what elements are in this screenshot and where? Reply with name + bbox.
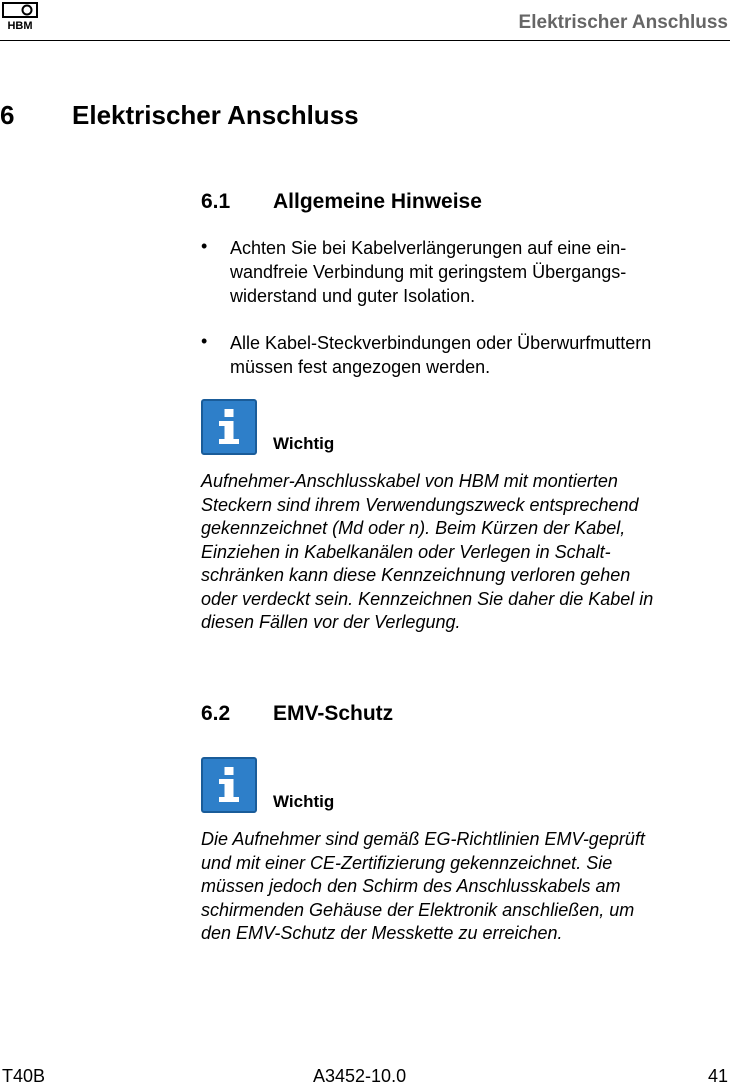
notice-text [201, 828, 730, 946]
bullet-line: Alle Kabel-Steckverbindungen oder Überwurfmuttern [230, 333, 652, 353]
info-icon-graphic [201, 399, 257, 455]
bullet-symbol: • [201, 236, 208, 256]
bullet-line: wandfreie Verbindung mit geringstem Übergangs- [230, 262, 627, 282]
notice-label: Wichtig [273, 434, 335, 453]
bullet-line: Achten Sie bei Kabelverlängerungen auf eine ein- [230, 238, 627, 258]
hbm-logo-graphic [2, 2, 38, 30]
info-icon-graphic [201, 757, 257, 813]
notice-line: Steckern sind ihrem Verwendungszweck entsprechend [201, 494, 639, 515]
footer-product: T40B [2, 1066, 46, 1086]
notice-line: gekennzeichnet (Md oder n). Beim Kürzen der Kabel, [201, 518, 626, 538]
info-icon [201, 399, 257, 455]
footer-doc-number: A3452-10.0 [313, 1066, 407, 1086]
notice-line: Einziehen in Kabelkanälen oder Verlegen in Schalt- [201, 541, 611, 562]
page-number: 41 [707, 1066, 728, 1086]
notice-line: den EMV-Schutz der Messkette zu erreichen. [201, 923, 563, 943]
notice-text [201, 470, 730, 635]
bullet-symbol: • [201, 331, 208, 351]
notice-line: Aufnehmer-Anschlusskabel von HBM mit montierten [201, 471, 618, 491]
header-divider [0, 40, 730, 41]
header-title: Elektrischer Anschluss [518, 12, 728, 33]
notice-line: müssen jedoch den Schirm des Anschlusskabels am [201, 876, 621, 896]
notice-line: schirmenden Gehäuse der Elektronik anschließen, um [201, 899, 635, 920]
notice-line: Die Aufnehmer sind gemäß EG-Richtlinien EMV-geprüft [201, 829, 645, 849]
bullet-line: widerstand und guter Isolation. [230, 286, 476, 306]
bullet-item [230, 331, 730, 379]
chapter-title: Elektrischer Anschluss [72, 100, 359, 130]
notice-line: diesen Fällen vor der Verlegung. [201, 612, 461, 632]
notice-line: oder verdeckt sein. Kennzeichnen Sie daher die Kabel in [201, 588, 654, 609]
logo-text: HBM [7, 20, 33, 30]
section-title: Allgemeine Hinweise [273, 190, 482, 213]
section-number: 6.2 [201, 702, 231, 725]
section-title: EMV-Schutz [273, 702, 394, 725]
section-number: 6.1 [201, 190, 231, 213]
hbm-logo [2, 2, 38, 30]
notice-label: Wichtig [273, 792, 335, 811]
chapter-number: 6 [0, 100, 15, 130]
bullet-item [230, 236, 730, 308]
bullet-line: müssen fest angezogen werden. [230, 357, 491, 377]
notice-line: schränken kann diese Kennzeichnung verloren gehen [201, 565, 631, 585]
info-icon [201, 757, 257, 813]
notice-line: und mit einer CE-Zertifizierung gekennzeichnet. Sie [201, 852, 613, 873]
